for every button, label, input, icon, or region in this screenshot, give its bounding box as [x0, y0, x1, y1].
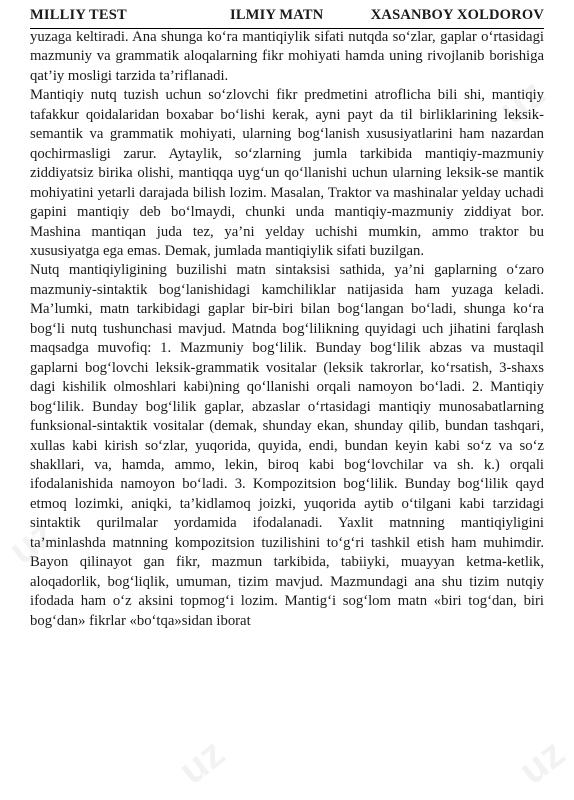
header-left-title: MILLIY TEST	[30, 7, 127, 23]
paragraph: yuzaga keltiradi. Ana shunga ko‘ra mantiqiylik sifati nutqda so‘zlar, gaplar o‘rtasidagi mazmuniy va grammatik aloqalarning fikr mohiyati hamda uning rivojlanib borishiga qat’iy mosligi tarzida ta’riflanadi.	[30, 29, 544, 84]
watermark: uz	[170, 731, 233, 794]
watermark: uz	[510, 731, 573, 794]
watermark: uz	[0, 511, 63, 574]
header-section-title: ILMIY MATN	[230, 7, 324, 23]
watermark: uz	[490, 71, 553, 134]
paragraph: Mantiqiy nutq tuzish uchun so‘zlovchi fikr predmetini atroflicha bili shi, mantiqiy tafakkur qoidalaridan boxabar bo‘lishi kerak, ayni payt da til birliklarining leksik-semantik va grammatik mohiyati, ularning bog‘lanish xususiyatlarini ham nazardan qochirmasligi zarur. Aytaylik, so‘zlarning jumla tarkibida mantiqiy-mazmuniy ziddiyatsiz birika olishi, mantiqqa uyg‘un qo‘llanishi uchun ularning leksik-se mantik mohiyatini yetarli darajada bilish lozim. Masalan, Traktor va mashinalar yelday uchadi gapini mantiqiy deb bo‘lmaydi, chunki unda mantiqiy-mazmuniy ziddiyat bor. Mashina mantiqan juda tez, ya’ni yelday uchishi mumkin, ammo traktor bu xususiyatga ega emas. Demak, jumlada mantiqiylik sifati buzilgan.	[30, 87, 544, 259]
header-author: XASANBOY XOLDOROV	[370, 7, 544, 23]
document-body	[30, 28, 544, 631]
page-header	[30, 6, 544, 29]
paragraph: Nutq mantiqiyligining buzilishi matn sintaksisi sathida, ya’ni gaplarning o‘zaro mazmuniy-sintaktik bog‘lanishidagi kamchiliklar natijasida ham yuzaga keladi. Ma’lumki, matn tarkibidagi gaplar bir-biri bilan bog‘langan bo‘ladi, shunga ko‘ra bog‘li nutq tushunchasi mavjud. Matnda bog‘lilikning quyidagi uch jihatini farqlash maqsadga muvofiq: 1. Mazmuniy bog‘lilik. Bunday bog‘lilik abzas va mustaqil gaplarni bog‘lovchi leksik-grammatik vositalar (leksik takrorlar, ko‘rsatish, 3-shaxs dagi kishilik olmoshlari kabi)ning qo‘llanishi orqali namoyon bo‘ladi. 2. Mantiqiy bog‘lilik. Bunday bog‘lilik gaplar, abzaslar o‘rtasidagi mantiqiy munosabatlarning funksional-sintaktik vositalar (demak, shunday ekan, shunday qilib, bundan tashqari, xullas kabi kirish so‘zlar, yuqorida, quyida, endi, bundan keyin kabi so‘z va so‘z shakllari, va, hamda, ammo, lekin, biroq kabi bog‘lovchilar va sh. k.) orqali ifodalanishida namoyon bo‘ladi. 3. Kompozitsion bog‘lilik. Bunday bog‘lilik qayd etmoq lozimki, aniqki, ta’kidlamoq joizki, yuqorida aytib o‘tilgani kabi tarzidagi sintaktik qurilmalar yordamida ifodalanadi. Yaxlit matnning mantiqiyligini ta’minlashda matnning kompozitsion tuzilishini to‘g‘ri tashkil etish ham muhimdir. Bayon qilinayot gan fikr, mazmun tarkibida, tabiiyki, muayyan ketma-ketlik, aloqadorlik, bog‘liqlik, umuman, tizim mavjud. Mazmundagi ana shu tizim nutqiy ifodada ham o‘z aksini topmog‘i lozim. Mantig‘i sog‘lom matn «biri tog‘dan, biri bog‘dan» fikrlar «bo‘tqa»sidan iborat	[30, 262, 544, 629]
